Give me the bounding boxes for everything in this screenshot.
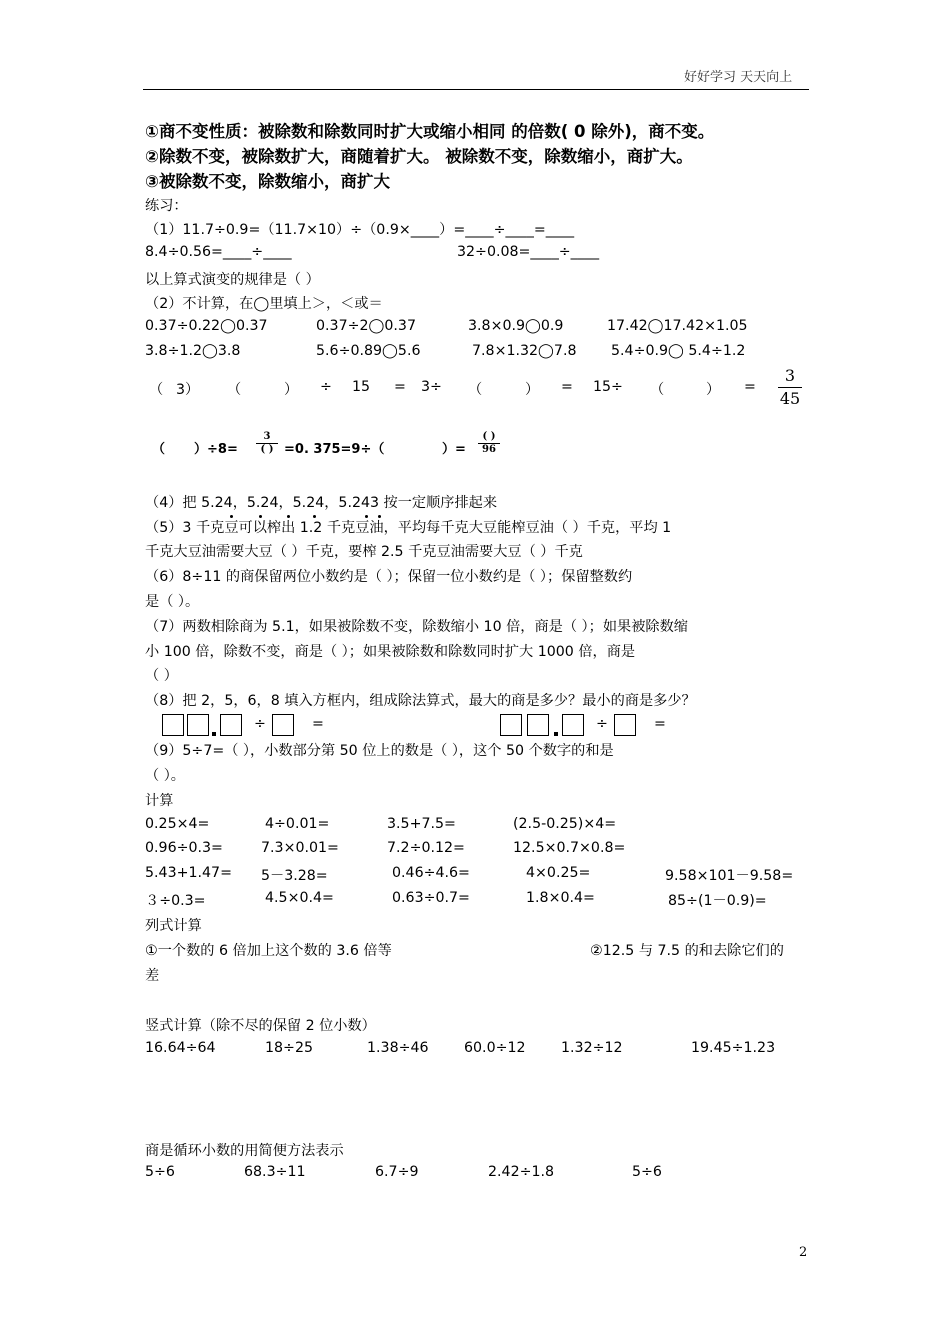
q3-part: ）: [706, 382, 721, 398]
answer-box[interactable]: [614, 714, 636, 736]
recurring-item: 2.42÷1.8: [488, 1164, 555, 1180]
calc-item: 7.2÷0.12=: [387, 840, 465, 856]
equals-sign: =: [654, 716, 666, 732]
vertical-item: 16.64÷64: [145, 1040, 216, 1056]
vertical-item: 19.45÷1.23: [691, 1040, 776, 1056]
calc-item: 4.5×0.4=: [265, 890, 334, 906]
fraction-numerator: ( ): [482, 431, 496, 442]
fraction-numerator: 3: [263, 431, 271, 442]
decimal-point: [212, 732, 216, 736]
q4-text: （4）把 5.24，5.24，5.24，5.243 按一定顺序排起来: [145, 495, 498, 511]
fraction-denominator: 45: [779, 389, 801, 408]
calc-item: 0.25×4=: [145, 816, 210, 832]
q3b-fraction-1: [256, 432, 278, 455]
q1-line3: 以上算式演变的规律是（ ）: [145, 272, 320, 288]
calc-item: (2.5-0.25)×4=: [513, 816, 617, 832]
q6-line2: 是（ ）。: [145, 594, 200, 610]
q3b-fraction-2: [478, 432, 500, 455]
divide-sign: ÷: [254, 716, 266, 732]
q3-part: （: [468, 382, 483, 398]
fraction-bar: [778, 387, 802, 388]
calc-item: 0.63÷0.7=: [392, 890, 470, 906]
header-rule: [143, 89, 809, 90]
vertical-item: 1.32÷12: [561, 1040, 623, 1056]
q5-line1: （5）3 千克豆可以榨出 1.2 千克豆油，平均每千克大豆能榨豆油（ ）千克，平均 1: [145, 520, 672, 536]
page-header: 好好学习 天天向上: [684, 70, 793, 85]
q2-r1-c1: 0.37÷0.22◯0.37: [145, 318, 268, 334]
q3-part: 15: [352, 379, 371, 395]
fraction-denominator: ( ): [260, 444, 274, 455]
q3-part: 15÷: [593, 379, 623, 395]
q2-r1-c4: 17.42◯17.42×1.05: [607, 318, 748, 334]
vertical-item: 18÷25: [265, 1040, 313, 1056]
calc-item: 7.3×0.01=: [261, 840, 339, 856]
q2-r1-c3: 3.8×0.9◯0.9: [468, 318, 564, 334]
calc-item: 85÷(1－0.9)=: [668, 893, 767, 909]
calc-item: 4×0.25=: [526, 865, 591, 881]
q3-part: =: [744, 379, 756, 395]
answer-box[interactable]: [220, 714, 242, 736]
q7-line2: 小 100 倍，除数不变，商是（ ）；如果被除数和除数同时扩大 1000 倍，商是: [145, 644, 636, 660]
q7-line1: （7）两数相除商为 5.1，如果被除数不变，除数缩小 10 倍，商是（ ）；如果被除数缩: [145, 619, 688, 635]
calc-item: 5.43+1.47=: [145, 865, 232, 881]
calc-item: 1.8×0.4=: [526, 890, 595, 906]
calc-heading: 计算: [145, 793, 174, 809]
q3-part: 3÷: [421, 379, 442, 395]
q3-part: 3）: [176, 382, 200, 398]
recurring-item: 5÷6: [632, 1164, 662, 1180]
calc-item: 0.96÷0.3=: [145, 840, 223, 856]
page-number: 2: [799, 1245, 808, 1260]
calc-item: 0.46÷4.6=: [392, 865, 470, 881]
answer-box[interactable]: [562, 714, 584, 736]
q7-line3: （ ）: [145, 668, 178, 684]
calc-item: ３÷0.3=: [145, 893, 206, 909]
q3-part: （: [149, 382, 164, 398]
q3-part: （: [650, 382, 665, 398]
answer-box[interactable]: [272, 714, 294, 736]
calc-item: 4÷0.01=: [265, 816, 330, 832]
rule-2: ②除数不变，被除数扩大，商随着扩大。 被除数不变，除数缩小，商扩大。: [145, 147, 693, 166]
q3b-part: ）÷8=: [194, 442, 238, 457]
divide-sign: ÷: [596, 716, 608, 732]
list-heading: 列式计算: [145, 918, 202, 934]
calc-item: 12.5×0.7×0.8=: [513, 840, 626, 856]
q3-part: =: [561, 379, 573, 395]
q2-r2-c4: 5.4÷0.9◯ 5.4÷1.2: [611, 343, 746, 359]
q2-r1-c2: 0.37÷2◯0.37: [316, 318, 416, 334]
q2-r2-c2: 5.6÷0.89◯5.6: [316, 343, 421, 359]
calc-item: 5－3.28=: [261, 868, 328, 884]
q1-line2b: 32÷0.08=____÷____: [457, 244, 600, 260]
q2-r2-c3: 7.8×1.32◯7.8: [472, 343, 577, 359]
rule-3: ③被除数不变，除数缩小，商扩大: [145, 172, 390, 191]
q9-line1: （9）5÷7=（ ），小数部分第 50 位上的数是（ ），这个 50 个数字的和是: [145, 743, 614, 759]
rule-1: ①商不变性质：被除数和除数同时扩大或缩小相同 的倍数( 0 除外)，商不变。: [145, 122, 715, 141]
q1-line2a: 8.4÷0.56=____÷____: [145, 244, 292, 260]
vertical-item: 1.38÷46: [367, 1040, 429, 1056]
q3b-part: =0. 375=9÷（: [284, 442, 385, 457]
fraction-denominator: 96: [482, 444, 496, 455]
q1-line1: （1）11.7÷0.9=（11.7×10）÷（0.9×____）=____÷____=____: [145, 222, 575, 238]
q3-part: ）: [284, 382, 299, 398]
calc-item: 3.5+7.5=: [387, 816, 456, 832]
q2-title: （2）不计算，在◯里填上＞，＜或＝: [145, 296, 383, 312]
decimal-point: [554, 732, 558, 736]
q3-part: ÷: [320, 379, 332, 395]
q3-part: ）: [525, 382, 540, 398]
answer-box[interactable]: [527, 714, 549, 736]
practice-heading: 练习：: [145, 198, 188, 214]
list-c: 差: [145, 968, 160, 984]
q5-line2: 千克大豆油需要大豆（ ）千克，要榨 2.5 千克豆油需要大豆（ ）千克: [145, 544, 583, 560]
q3-fraction: [778, 368, 802, 407]
recurring-item: 68.3÷11: [244, 1164, 306, 1180]
q3b-part: ）=: [442, 442, 466, 457]
q6-line1: （6）8÷11 的商保留两位小数约是（ ）；保留一位小数约是（ ）；保留整数约: [145, 569, 633, 585]
answer-box[interactable]: [500, 714, 522, 736]
q8-text: （8）把 2，5，6，8 填入方框内，组成除法算式，最大的商是多少？最小的商是多少？: [145, 693, 696, 709]
q9-line2: （ ）。: [145, 768, 185, 784]
vertical-heading: 竖式计算（除不尽的保留 2 位小数）: [145, 1018, 376, 1034]
recurring-item: 6.7÷9: [375, 1164, 419, 1180]
recurring-heading: 商是循环小数的用简便方法表示: [145, 1143, 344, 1159]
list-b: ②12.5 与 7.5 的和去除它们的: [590, 943, 784, 959]
answer-box[interactable]: [162, 714, 184, 736]
answer-box[interactable]: [187, 714, 209, 736]
q3b-part: （: [152, 442, 166, 457]
recurring-item: 5÷6: [145, 1164, 175, 1180]
q3-part: =: [394, 379, 406, 395]
q3-part: （: [227, 382, 242, 398]
q2-r2-c1: 3.8÷1.2◯3.8: [145, 343, 241, 359]
vertical-item: 60.0÷12: [464, 1040, 526, 1056]
calc-item: 9.58×101－9.58=: [665, 868, 794, 884]
equals-sign: =: [312, 716, 324, 732]
fraction-numerator: 3: [784, 366, 796, 385]
list-a: ①一个数的 6 倍加上这个数的 3.6 倍等: [145, 943, 392, 959]
